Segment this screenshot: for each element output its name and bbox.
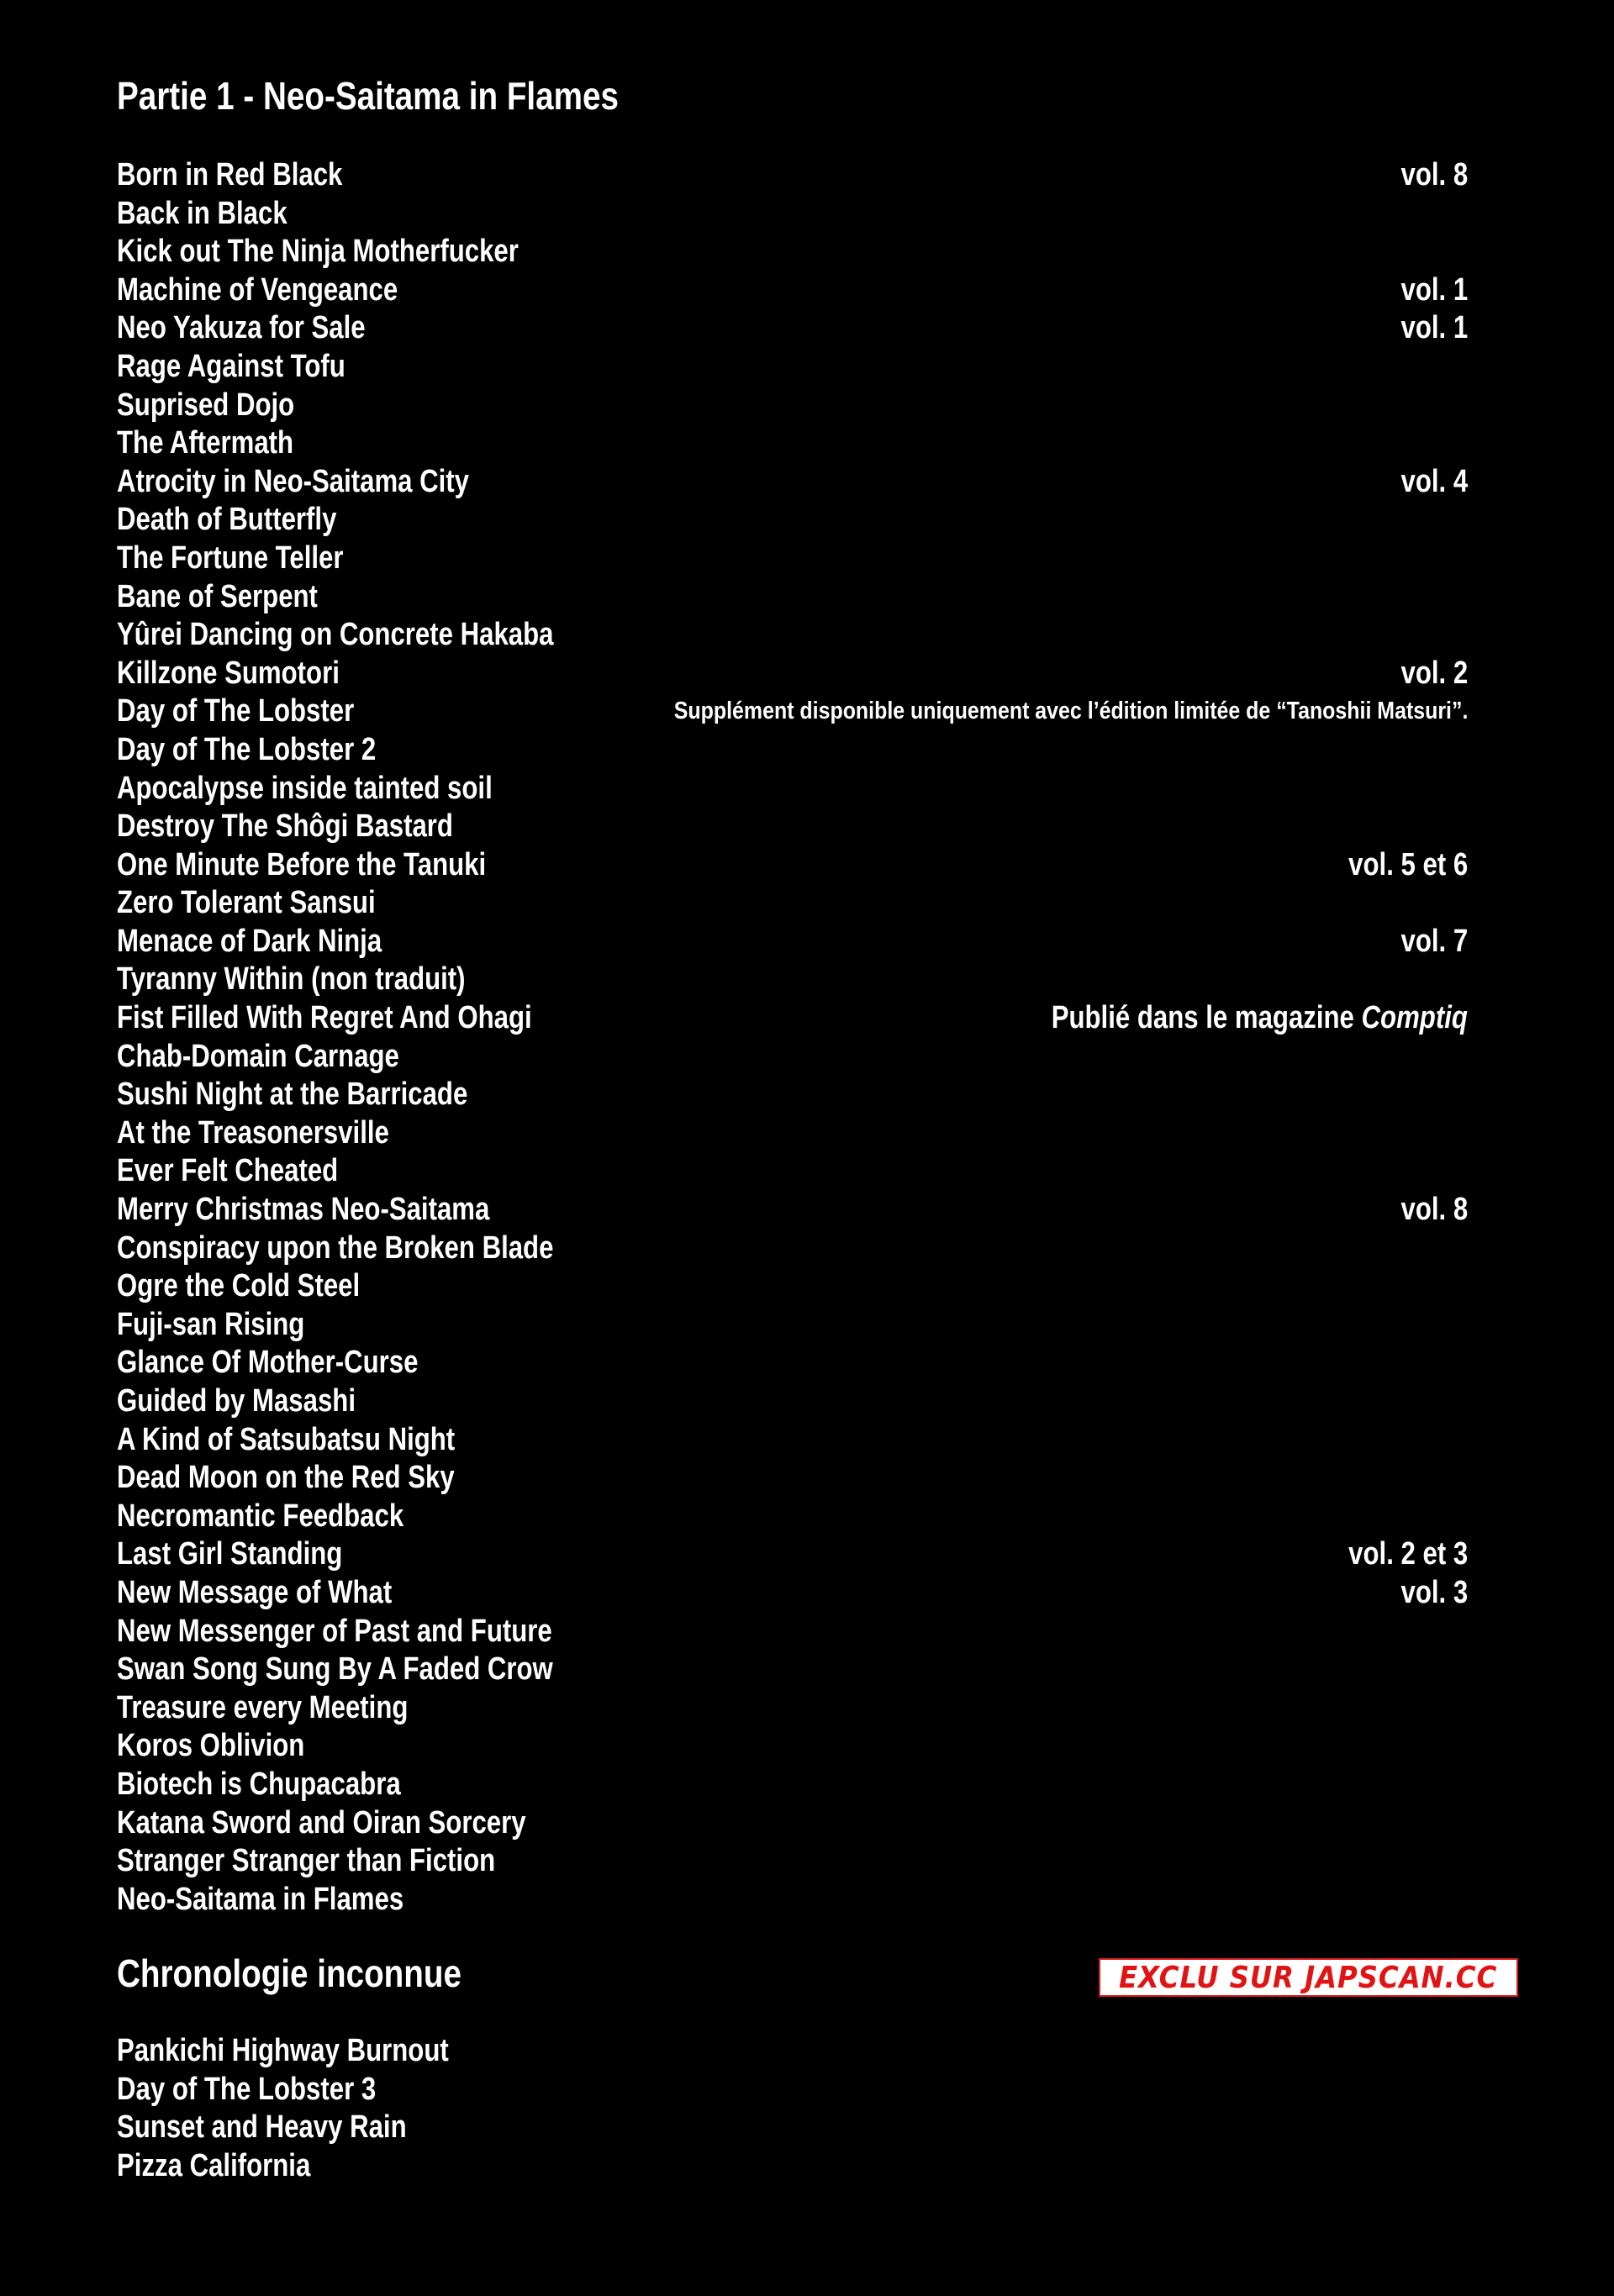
list-item [117, 692, 1468, 731]
entry-title: Fuji-san Rising [117, 1306, 305, 1342]
entry-title: Day of The Lobster 2 [117, 731, 377, 767]
entry-title: Sushi Night at the Barricade [117, 1077, 468, 1113]
watermark-text: EXCLU SUR JAPSCAN.CC [1119, 1960, 1498, 1995]
list-item [117, 1535, 1468, 1574]
list-item [117, 1152, 1468, 1191]
list-item [117, 1766, 1468, 1804]
entry-note-text: vol. 3 [1400, 1574, 1468, 1610]
list-item [117, 731, 1468, 770]
entry-title: Yûrei Dancing on Concrete Hakaba [117, 617, 554, 653]
list-item [117, 1230, 1468, 1268]
list-item [117, 1804, 1468, 1843]
list-item [117, 1038, 1468, 1077]
entry-volume-note [673, 692, 1468, 731]
list-item [117, 387, 1468, 425]
list-item [117, 923, 1468, 961]
entry-title: Ever Felt Cheated [117, 1153, 339, 1189]
entry-title: Pankichi Highway Burnout [117, 2033, 449, 2068]
entry-title: Fist Filled With Regret And Ohagi [117, 1000, 532, 1036]
entry-volume-note [1400, 923, 1468, 961]
entry-title: Zero Tolerant Sansui [117, 885, 376, 921]
list-item [117, 1842, 1468, 1881]
entry-note-text: vol. 7 [1400, 923, 1468, 959]
entry-note-text: vol. 2 et 3 [1348, 1536, 1468, 1572]
entry-note-text: vol. 2 [1400, 655, 1468, 691]
entry-volume-note [1348, 846, 1468, 885]
entry-note-text: vol. 5 et 6 [1348, 846, 1468, 882]
list-item [117, 1114, 1468, 1153]
entry-title: Suprised Dojo [117, 387, 295, 423]
entry-title: Killzone Sumotori [117, 655, 340, 691]
entry-title: Dead Moon on the Red Sky [117, 1460, 455, 1496]
entry-title: Neo Yakuza for Sale [117, 310, 366, 346]
entry-note-text: Publié dans le magazine [1051, 1000, 1354, 1036]
list-item [117, 1613, 1468, 1651]
part1-heading: Partie 1 - Neo-Saitama in Flames [117, 74, 620, 118]
entry-title: Day of The Lobster [117, 693, 355, 729]
entry-volume-note [1400, 1574, 1468, 1613]
list-item [117, 884, 1468, 923]
list-item [117, 1727, 1468, 1766]
unknown-entry-list [117, 2032, 1468, 2185]
entry-title: A Kind of Satsubatsu Night [117, 1421, 456, 1457]
entry-note-text: Supplément disponible uniquement avec l’édition limitée de “Tanoshii Matsuri”. [673, 698, 1468, 725]
entry-title: Koros Oblivion [117, 1728, 305, 1764]
list-item [117, 2109, 1468, 2147]
unknown-chronology-heading: Chronologie inconnue [117, 1951, 462, 1995]
list-item [117, 233, 1468, 271]
entry-title: At the Treasonersville [117, 1114, 389, 1151]
entry-note-text: vol. 1 [1400, 310, 1468, 346]
list-item [117, 808, 1468, 846]
list-item [117, 1267, 1468, 1306]
entry-title: Guided by Masashi [117, 1383, 356, 1419]
list-item [117, 1191, 1468, 1230]
list-item [117, 1076, 1468, 1114]
entry-title: Apocalypse inside tainted soil [117, 770, 493, 806]
entry-note-magazine: Comptiq [1361, 1000, 1468, 1036]
list-item [117, 1574, 1468, 1613]
entry-title: Chab-Domain Carnage [117, 1038, 399, 1074]
list-item [117, 348, 1468, 387]
entry-note-text: vol. 8 [1400, 157, 1468, 192]
part1-entry-list [117, 156, 1468, 1919]
entry-title: Sunset and Heavy Rain [117, 2109, 407, 2146]
entry-note-text: vol. 8 [1400, 1192, 1468, 1228]
list-item [117, 616, 1468, 655]
watermark-badge [1099, 1958, 1518, 1997]
entry-volume-note [1052, 999, 1468, 1038]
entry-note-text: vol. 4 [1400, 463, 1468, 499]
entry-volume-note [1400, 655, 1468, 693]
list-item [117, 2071, 1468, 2109]
entry-title: Neo-Saitama in Flames [117, 1881, 404, 1917]
entry-title: Born in Red Black [117, 157, 343, 192]
entry-title: Merry Christmas Neo-Saitama [117, 1192, 490, 1228]
list-item [117, 2147, 1468, 2186]
list-item [117, 309, 1468, 348]
entry-note-text: vol. 1 [1400, 271, 1468, 308]
entry-title: New Messenger of Past and Future [117, 1613, 552, 1649]
entry-title: Kick out The Ninja Motherfucker [117, 234, 519, 270]
entry-title: Biotech is Chupacabra [117, 1766, 401, 1802]
entry-volume-note [1348, 1535, 1468, 1574]
list-item [117, 1498, 1468, 1536]
list-item [117, 271, 1468, 310]
list-item [117, 1881, 1468, 1919]
entry-title: Menace of Dark Ninja [117, 923, 382, 959]
entry-title: Day of The Lobster 3 [117, 2071, 377, 2107]
entry-title: One Minute Before the Tanuki [117, 846, 487, 882]
entry-title: New Message of What [117, 1574, 393, 1610]
entry-title: Tyranny Within (non traduit) [117, 961, 466, 998]
list-item [117, 424, 1468, 463]
list-item [117, 655, 1468, 693]
list-item [117, 961, 1468, 999]
entry-title: Pizza California [117, 2147, 311, 2183]
entry-volume-note [1400, 156, 1468, 195]
entry-title: Machine of Vengeance [117, 271, 398, 308]
list-item [117, 1382, 1468, 1421]
list-item [117, 578, 1468, 617]
entry-title: Glance Of Mother-Curse [117, 1345, 419, 1381]
entry-title: Back in Black [117, 195, 287, 231]
entry-title: Rage Against Tofu [117, 348, 345, 384]
entry-volume-note [1400, 1191, 1468, 1230]
list-item [117, 540, 1468, 578]
entry-title: Treasure every Meeting [117, 1689, 409, 1725]
entry-title: Conspiracy upon the Broken Blade [117, 1230, 554, 1266]
list-item [117, 999, 1468, 1038]
list-item [117, 463, 1468, 502]
entry-title: Last Girl Standing [117, 1536, 343, 1572]
list-item [117, 1651, 1468, 1689]
list-item [117, 195, 1468, 234]
entry-title: Atrocity in Neo-Saitama City [117, 463, 470, 499]
entry-title: The Aftermath [117, 425, 294, 461]
list-item [117, 501, 1468, 540]
list-item [117, 846, 1468, 885]
list-item [117, 770, 1468, 808]
entry-title: Bane of Serpent [117, 578, 318, 614]
entry-title: The Fortune Teller [117, 540, 344, 576]
entry-volume-note [1400, 309, 1468, 348]
entry-title: Stranger Stranger than Fiction [117, 1843, 496, 1879]
list-item [117, 2032, 1468, 2071]
entry-volume-note [1400, 271, 1468, 310]
entry-title: Destroy The Shôgi Bastard [117, 808, 453, 845]
list-item [117, 1689, 1468, 1728]
list-item [117, 1421, 1468, 1460]
list-item [117, 1344, 1468, 1382]
entry-title: Necromantic Feedback [117, 1498, 404, 1534]
list-item [117, 1306, 1468, 1345]
entry-title: Katana Sword and Oiran Sorcery [117, 1804, 526, 1840]
entry-title: Death of Butterfly [117, 502, 337, 538]
list-item [117, 1459, 1468, 1498]
entry-volume-note [1400, 463, 1468, 502]
list-item [117, 156, 1468, 195]
entry-title: Ogre the Cold Steel [117, 1268, 361, 1304]
entry-title: Swan Song Sung By A Faded Crow [117, 1651, 553, 1688]
